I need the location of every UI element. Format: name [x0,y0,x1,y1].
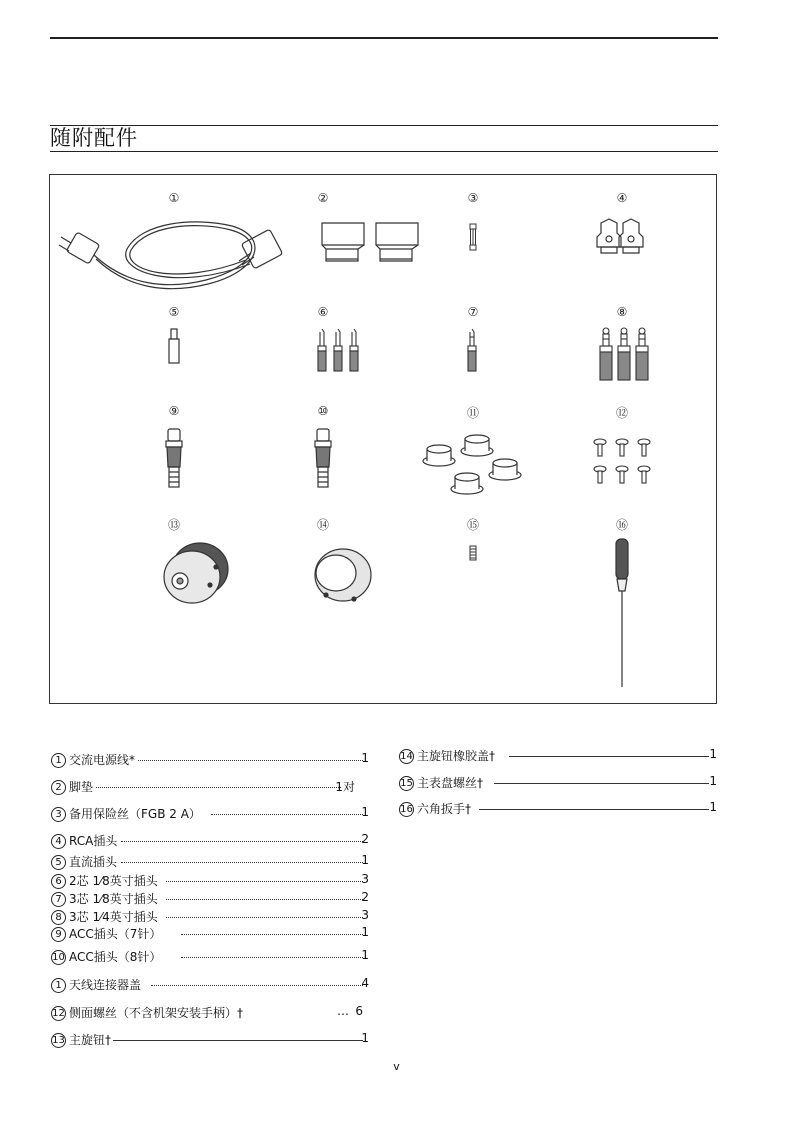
item-label: 3芯 1⁄8英寸插头 [69,892,158,906]
item-label: 主旋钮橡胶盖† [417,749,496,763]
item-number: ② [317,191,329,205]
item-mark: 1 [51,753,66,768]
item-mark: 7 [51,892,66,907]
item-number: ⑤ [168,305,180,319]
item-number: ③ [467,191,479,205]
item-label: 直流插头 [69,855,118,869]
item-quantity: 2 [361,832,369,846]
item-number: ⑨ [168,404,180,418]
three-conductor-small-plug-icon [465,327,479,373]
item-number: ⑧ [616,305,628,319]
acc-8-pin-plug-icon [312,427,334,489]
two-conductor-plug-icon [314,327,360,373]
item-quantity: 1 [361,1031,369,1045]
title-bottom-rule [50,151,718,152]
item-mark: 4 [51,834,66,849]
list-item [51,778,371,794]
item-number: ⑬ [167,518,180,532]
item-label: ACC插头（8针） [69,950,162,964]
item-number: ⑯ [615,518,628,532]
item-mark: 14 [400,751,413,762]
item-label: 脚垫 [69,780,94,794]
item-quantity: 3 [361,908,369,922]
item-mark: 3 [51,807,66,822]
rubber-cover-icon [310,545,374,607]
item-mark: 13 [52,1035,65,1046]
item-mark: 6 [51,874,66,889]
main-dial-screw-icon [468,545,478,561]
side-screws-icon [590,437,654,489]
list-item [51,805,371,821]
item-quantity: 6 [355,1004,363,1018]
accessories-illustration-box [49,174,717,704]
page-number: v [393,1060,400,1073]
item-mark: 2 [51,780,66,795]
list-item [51,853,371,869]
item-quantity: 1 [361,853,369,867]
item-quantity: 1对 [335,780,355,794]
fuse-icon [467,223,479,253]
item-number: ⑮ [466,518,479,532]
item-mark: 1 [51,978,66,993]
item-number: ⑫ [615,406,628,420]
item-label: 交流电源线* [69,753,136,767]
item-label: 主表盘螺丝† [417,776,484,790]
item-mark: 10 [52,952,65,963]
accessory-list-right [399,747,719,817]
list-item: 12 侧面螺丝（不含机架安装手柄）† … 6 [52,1004,363,1020]
item-number: ⑭ [316,518,329,532]
item-label: 主旋钮† [69,1033,112,1047]
list-item [399,800,719,816]
list-item [51,1031,371,1047]
item-number: ⑦ [467,305,479,319]
acc-7-pin-plug-icon [163,427,185,489]
rca-plug-icon [595,217,651,257]
item-label: 备用保险丝（FGB 2 A） [69,807,201,821]
accessory-list-left [51,751,371,1051]
item-label: 六角扳手† [417,802,472,816]
title-top-rule [50,125,718,126]
item-quantity: 1 [361,751,369,765]
list-item [51,976,371,992]
item-number: ① [168,191,180,205]
feet-icon [318,219,428,269]
three-conductor-large-plug-icon [596,325,652,383]
item-quantity: 2 [361,890,369,904]
hex-wrench-icon [612,537,632,689]
item-mark: 8 [51,910,66,925]
item-number: ⑪ [466,406,479,420]
item-quantity: 1 [709,774,717,788]
item-number: ④ [616,191,628,205]
item-quantity: 4 [361,976,369,990]
item-quantity: 1 [361,805,369,819]
item-quantity: 3 [361,872,369,886]
item-mark: 12 [52,1008,65,1019]
item-mark: 16 [400,804,413,815]
item-mark: 5 [51,855,66,870]
list-item [399,774,719,790]
item-number: ⑥ [317,305,329,319]
list-item [51,872,371,888]
item-mark: 9 [51,927,66,942]
section-title: 随附配件 [50,126,138,150]
antenna-connector-cap-icon [415,431,525,499]
item-label: RCA插头 [69,834,118,848]
item-quantity: 1 [709,747,717,761]
main-dial-knob-icon [158,537,232,609]
list-item [51,832,371,848]
item-number: ⑩ [317,404,329,418]
list-item [51,948,371,964]
item-quantity: 1 [709,800,717,814]
item-label: 2芯 1⁄8英寸插头 [69,874,158,888]
item-label: 天线连接器盖 [69,978,142,992]
list-item [399,747,719,763]
item-mark: 15 [400,778,413,789]
item-label: 侧面螺丝（不含机架安装手柄）† [69,1006,244,1020]
item-label: ACC插头（7针） [69,927,162,941]
list-item [51,908,371,924]
ac-power-cable-icon [56,215,286,295]
item-quantity: 1 [361,925,369,939]
list-item [51,925,371,941]
item-label: 3芯 1⁄4英寸插头 [69,910,158,924]
dc-plug-icon [166,327,182,367]
item-quantity: 1 [361,948,369,962]
list-item [51,890,371,906]
list-item [51,751,371,767]
top-rule [50,37,718,39]
